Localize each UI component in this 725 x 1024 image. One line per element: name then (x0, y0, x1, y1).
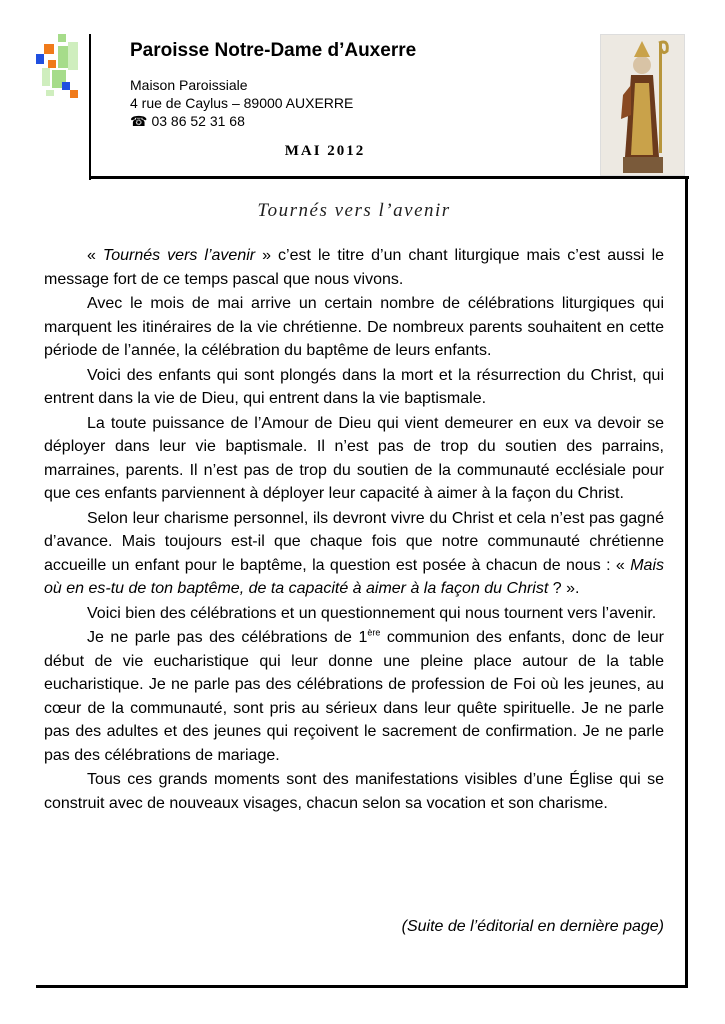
address-line-2: 4 rue de Caylus – 89000 AUXERRE (130, 95, 354, 111)
paragraph-8: Tous ces grands moments sont des manifestations visibles d’une Église qui se construit avec de nouveaux visages, chacun selon sa vocation et son charisme. (44, 771, 664, 812)
telephone-icon: ☎ (130, 113, 148, 129)
parish-name: Paroisse Notre-Dame d’Auxerre (130, 40, 417, 61)
paragraph-2: Avec le mois de mai arrive un certain nombre de célébrations liturgiques qui marquent les itinéraires de la vie chrétienne. De nombreux parents souhaitent en cette période de l’année, la célébration du baptême de leurs enfants. (44, 295, 664, 359)
paragraph-4: La toute puissance de l’Amour de Dieu qui vient demeurer en eux va devoir se déployer dans leur vie baptismale. Il n’est pas de trop du soutien des parrains, marraines, parents. Il n’est pas de trop du soutien de la communauté ecclésiale pour que ces enfants parviennent à déployer leur capacité à aimer à la façon du Christ. (44, 414, 664, 502)
phone-number: 03 86 52 31 68 (151, 113, 245, 129)
frame-right-rule (685, 176, 688, 988)
paragraph-7: Je ne parle pas des célébrations de 1ère communion des enfants, donc de leur début de vie eucharistique qui leur donne une pleine place autour de la table eucharistique. Je ne parle pas des célébrations de profession de Foi où les jeunes, au cœur de la communauté, sont pris au sérieux dans leur quête spirituelle. Je ne parle pas des adultes et des jeunes qui reçoivent le sacrement de confirmation. Je ne parle pas des célébrations de mariage. (44, 627, 664, 764)
frame-top-rule (89, 176, 689, 179)
header-block (130, 40, 580, 130)
issue-month: MAI 2012 (284, 143, 366, 159)
phone-line (130, 112, 580, 130)
frame-bottom-rule (36, 985, 688, 988)
paragraph-6: Voici bien des célébrations et un questionnement qui nous tournent vers l’avenir. (87, 604, 657, 622)
parish-logo (34, 34, 82, 102)
address-line-1: Maison Paroissiale (130, 77, 248, 93)
paragraph-5: Selon leur charisme personnel, ils devront vivre du Christ et cela n’est pas gagné d’avance. Mais toujours est-il que chaque fois que notre communauté chrétienne accueille un enfant pour le baptême, la question est posée à chacun de nous : « Mais où en es-tu de ton baptême, de ta capacité à aimer à la façon du Christ ? ». (44, 509, 664, 597)
paragraph-3: Voici des enfants qui sont plongés dans la mort et la résurrection du Christ, qui entrent dans la vie de Dieu, qui entrent dans la vie baptismale. (44, 366, 664, 407)
statue-photo (600, 34, 685, 176)
continued-note: (Suite de l’éditorial en dernière page) (401, 918, 664, 935)
article-body (44, 244, 664, 815)
article-title: Tournés vers l’avenir (257, 200, 451, 221)
paragraph-1: « Tournés vers l’avenir » c’est le titre d’un chant liturgique mais c’est aussi le message fort de ce temps pascal que nous vivons. (44, 247, 665, 288)
frame-left-rule (89, 34, 91, 180)
